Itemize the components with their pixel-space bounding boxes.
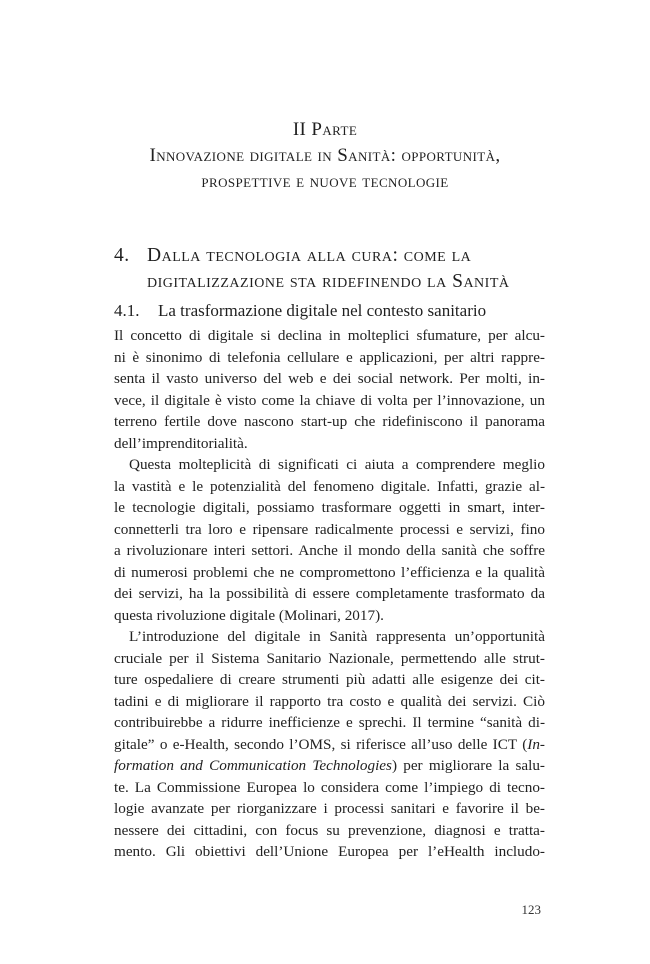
- part-subtitle-line-1: Innovazione digitale in Sanità: opportunità,: [149, 145, 501, 166]
- text-line: Questa molteplicità di significati ci aiuta a comprendere meglio: [129, 456, 545, 473]
- body-text: [114, 325, 545, 863]
- text-line-italic: [114, 755, 545, 777]
- text-line: le tecnologie digitali, possiamo trasformare oggetti in smart, inter-: [114, 499, 545, 516]
- part-title: II Parte: [292, 119, 358, 140]
- chapter-number: 4.: [114, 245, 130, 266]
- text-line: di numerosi problemi che ne compromettono l’efficienza e la qualità: [114, 563, 545, 581]
- text-line: te. La Commissione Europea lo considera come l’impiego di tecno-: [114, 778, 545, 796]
- text-line: tadini e di migliorare il rapporto tra costo e qualità dei servizi. Ciò: [114, 692, 545, 710]
- text-line: terreno fertile dove nascono start-up che ridefiniscono il panorama: [114, 413, 545, 430]
- text-line: senta il vasto universo del web e dei social network. Per molti, in-: [114, 370, 545, 387]
- text-line: questa rivoluzione digitale (Molinari, 2017).: [114, 606, 384, 624]
- text-line: Il concetto di digitale si declina in molteplici sfumature, per alcu-: [114, 327, 545, 344]
- page-number: 123: [521, 902, 541, 917]
- chapter-title-line-2: digitalizzazione sta ridefinendo la Sanità: [147, 271, 510, 292]
- text-line: cruciale per il Sistema Sanitario Nazionale, permettendo alle strut-: [114, 649, 545, 667]
- text-line: L’introduzione del digitale in Sanità rappresenta un’opportunità: [129, 628, 545, 645]
- text-line: la vastità e le potenzialità del fenomeno digitale. Infatti, grazie al-: [114, 477, 545, 495]
- italic-fragment: In-: [527, 735, 545, 753]
- text-line: a rivoluzionare interi settori. Anche il mondo della sanità che soffre: [114, 542, 545, 559]
- section-number: 4.1.: [114, 301, 140, 320]
- part-subtitle-line-2: prospettive e nuove tecnologie: [201, 171, 449, 192]
- text-line: dell’imprenditorialità.: [114, 434, 248, 452]
- text-line: connetterli tra loro e ripensare radicalmente processi e servizi, fino: [114, 520, 545, 538]
- text-line: ture ospedaliere di creare strumenti più adatti alle esigenze dei cit-: [114, 671, 545, 688]
- section-title: La trasformazione digitale nel contesto sanitario: [158, 301, 487, 320]
- text-fragment: gitale” o e-Health, secondo l’OMS, si riferisce all’uso delle ICT (: [114, 735, 528, 753]
- text-line: logie avanzate per riorganizzare i processi sanitari e favorire il be-: [114, 800, 545, 817]
- text-line: dei servizi, ha la possibilità di essere completamente trasformato da: [114, 585, 545, 602]
- paragraph-2: [114, 454, 545, 626]
- text-line-icт: [114, 734, 545, 756]
- text-line: nessere dei cittadini, con focus su prevenzione, diagnosi e tratta-: [114, 821, 545, 839]
- text-line: contribuirebbe a ridurre inefficienze e sprechi. Il termine “sanità di-: [114, 714, 545, 731]
- chapter-title-line-1: Dalla tecnologia alla cura: come la: [147, 245, 472, 266]
- text-line: ni è sinonimo di telefonia cellulare e applicazioni, per altri rappre-: [114, 348, 545, 366]
- text-fragment: ) per migliorare la salu-: [391, 757, 545, 774]
- paragraph-3: [114, 626, 545, 863]
- paragraph-1: [114, 325, 545, 454]
- italic-fragment: formation and Communication Technologies: [114, 757, 392, 774]
- text-line: mento. Gli obiettivi dell’Unione Europea per l’eHealth includo-: [114, 843, 545, 860]
- text-line: vece, il digitale è visto come la chiave di volta per l’innovazione, un: [114, 391, 545, 409]
- section-heading: [114, 300, 486, 322]
